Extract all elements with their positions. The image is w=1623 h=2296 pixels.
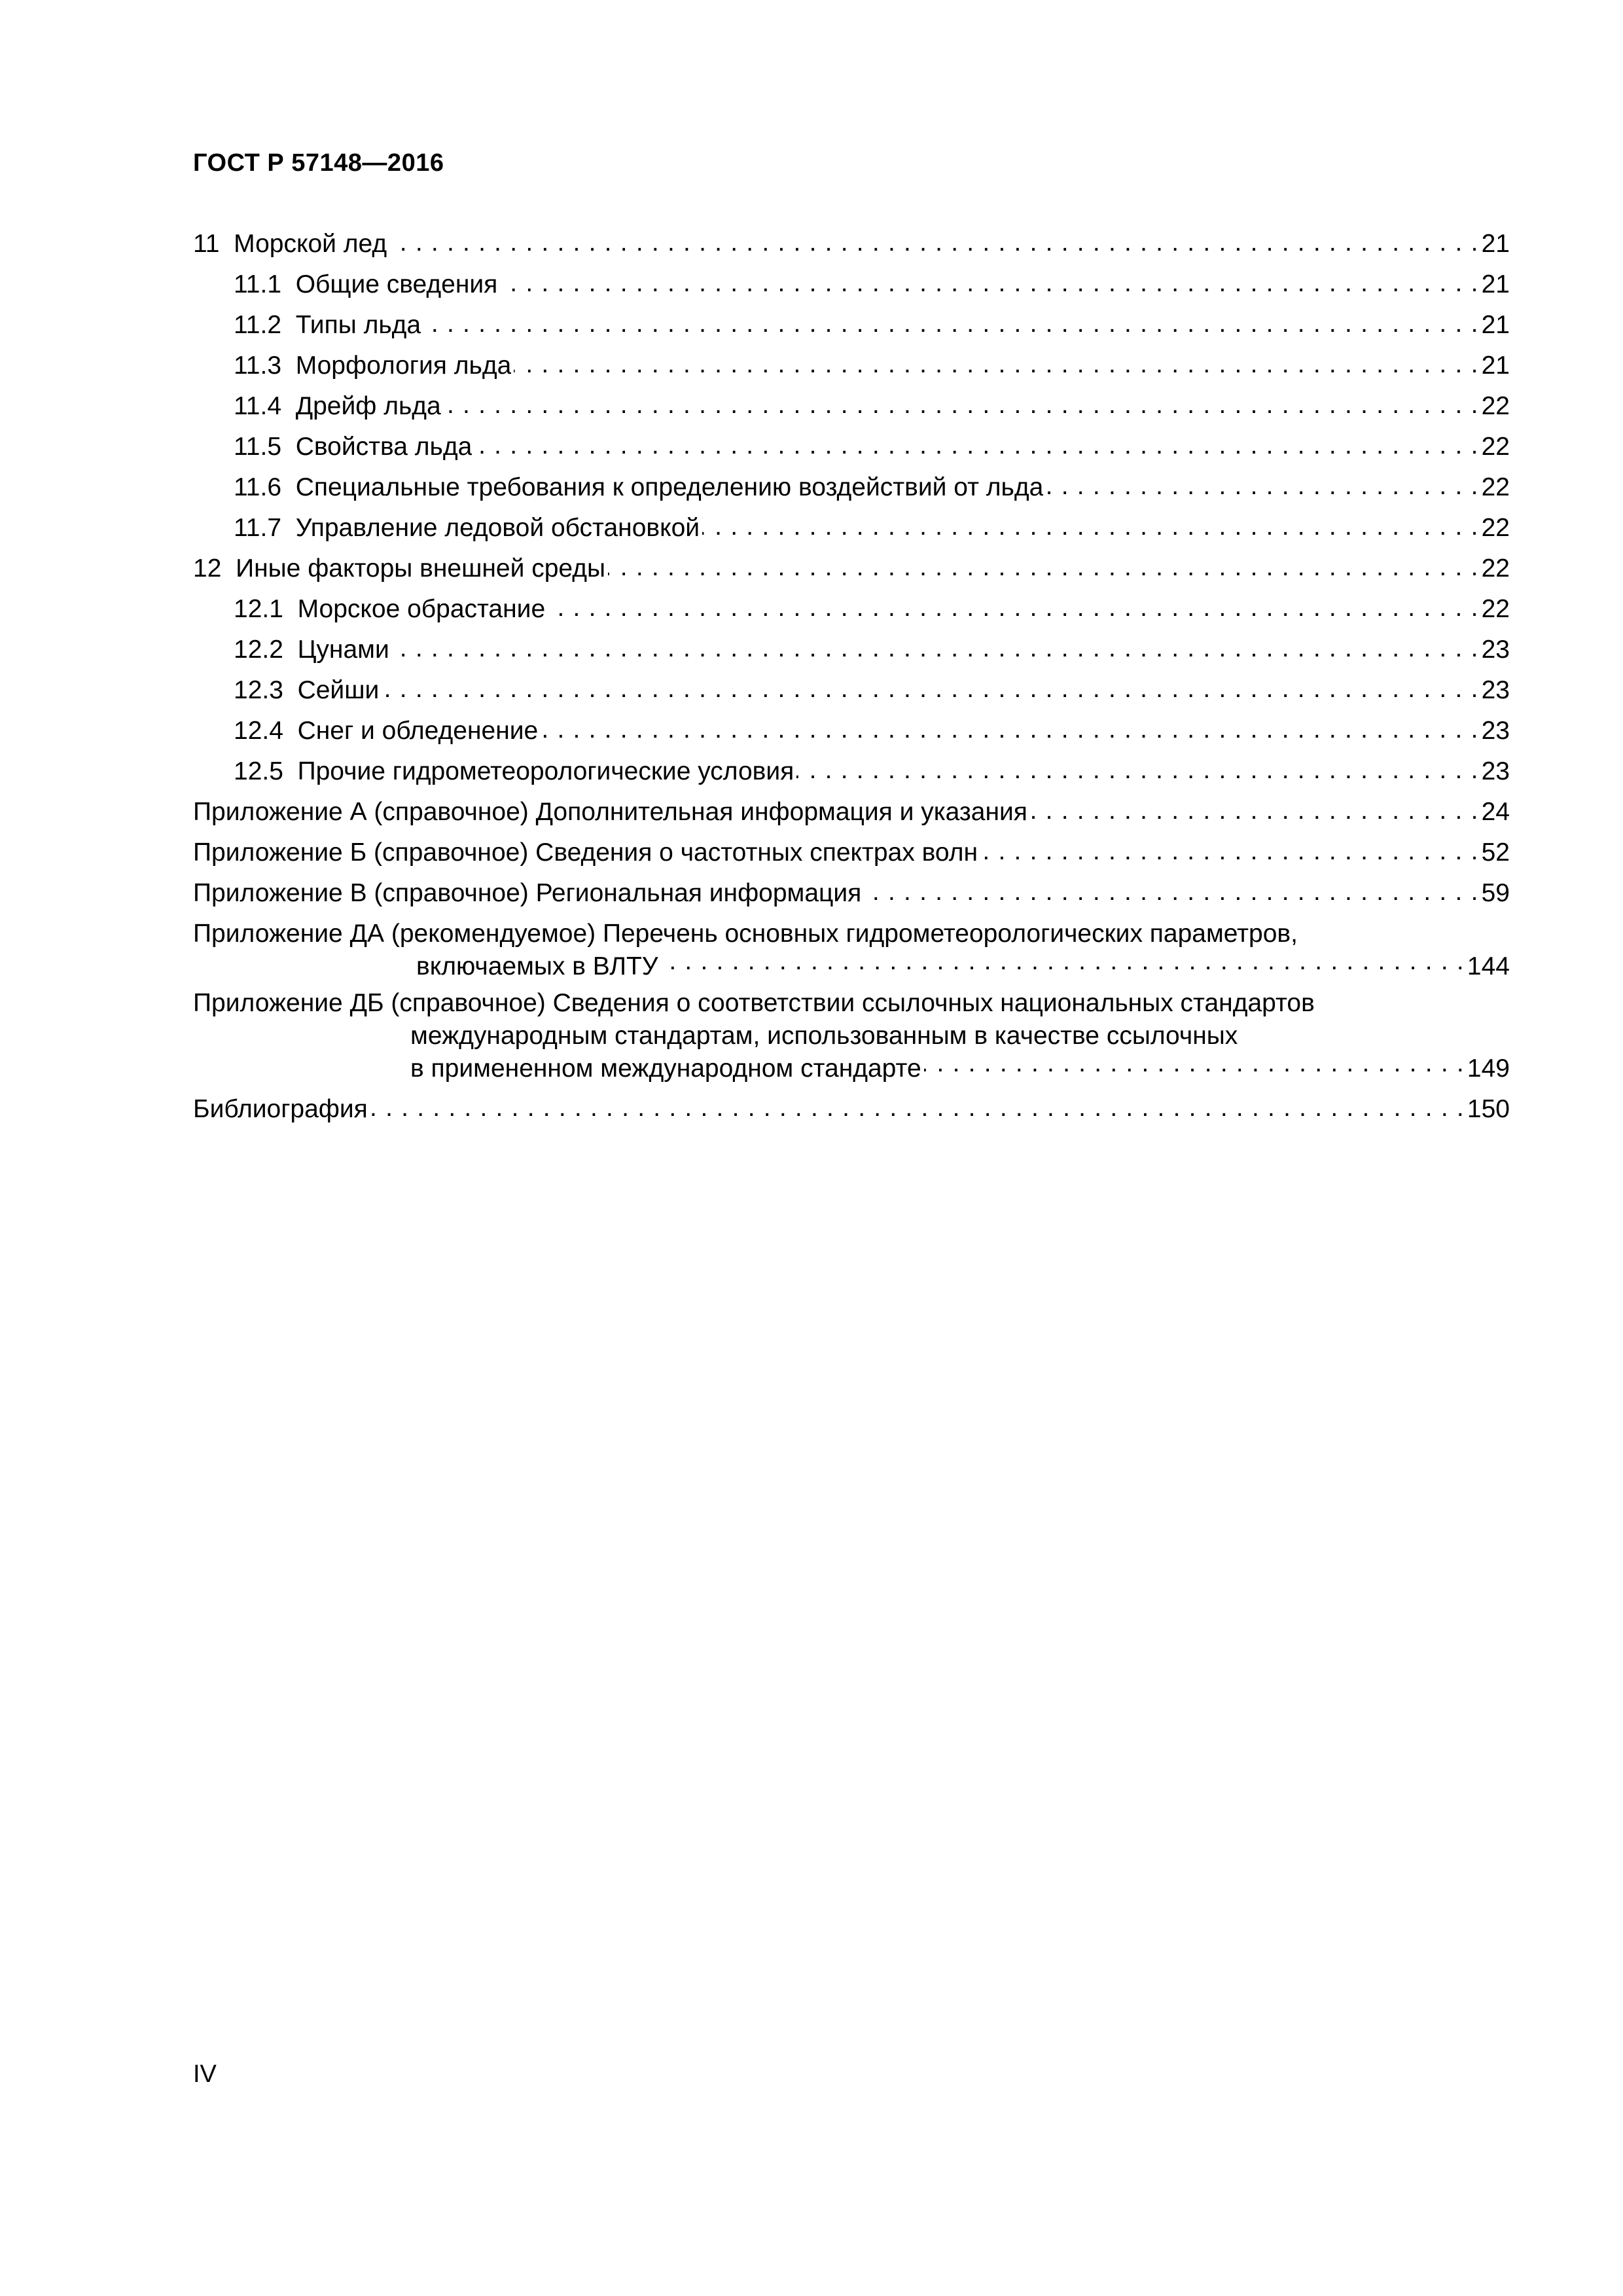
toc-entry-11-5[interactable] (193, 427, 1510, 467)
toc-entry-12-2[interactable] (193, 630, 1510, 670)
toc-entry-title: Приложение А (справочное) Дополнительная информация и указания (193, 798, 1027, 826)
toc-entry-number: 12.1 (234, 595, 283, 623)
toc-entry-12-5[interactable] (193, 751, 1510, 792)
toc-bibliography[interactable] (193, 1089, 1510, 1130)
toc-appendix-db[interactable] (193, 987, 1510, 1085)
toc-entry-number: 11.1 (234, 270, 282, 298)
toc-entry-number: 11.5 (234, 433, 282, 461)
dot-leader (541, 715, 1478, 739)
page-number: IV (193, 2060, 217, 2088)
dot-leader (444, 390, 1479, 414)
toc-entry-title: Библиография (193, 1095, 368, 1124)
toc-entry-title: Приложение ДБ (справочное) Сведения о соответствии ссылочных национальных стандартов (193, 989, 1315, 1018)
dot-leader (423, 309, 1479, 333)
dot-leader (864, 877, 1478, 901)
toc-entry-page: 144 (1467, 952, 1510, 981)
toc-entry-title: Иные факторы внешней среды (236, 554, 606, 583)
toc-entry-page: 23 (1481, 636, 1510, 664)
toc-entry-title: Свойства льда (295, 433, 473, 461)
toc-entry-title: Морской лед (234, 230, 387, 258)
toc-entry-number: 12 (193, 554, 222, 583)
dot-leader (661, 950, 1465, 975)
toc-entry-page: 21 (1481, 230, 1510, 258)
toc-entry-title: Морфология льда (295, 351, 512, 380)
toc-entry-title-continued: в примененном международном стандарте (410, 1054, 921, 1083)
toc-entry-number: 11 (193, 230, 220, 258)
table-of-contents (193, 224, 1510, 1130)
dot-leader (1046, 471, 1478, 495)
dot-leader (980, 836, 1479, 861)
toc-entry-title: Приложение ДА (рекомендуемое) Перечень основных гидрометеорологических параметров, (193, 920, 1298, 948)
toc-appendix-a[interactable] (193, 792, 1510, 833)
toc-entry-number: 11.3 (234, 351, 282, 380)
toc-entry-page: 59 (1481, 879, 1510, 907)
toc-entry-number: 11.6 (234, 473, 282, 501)
toc-entry-page: 22 (1481, 433, 1510, 461)
toc-entry-page: 22 (1481, 554, 1510, 583)
dot-leader (796, 755, 1478, 780)
toc-entry-title: Типы льда (295, 311, 421, 339)
dot-leader (514, 350, 1478, 374)
toc-entry-number: 11.4 (234, 392, 282, 420)
toc-entry-title: Сейши (297, 676, 380, 704)
dot-leader (474, 431, 1478, 455)
dot-leader (382, 674, 1478, 698)
dot-leader (924, 1052, 1465, 1077)
toc-entry-title: Управление ледовой обстановкой (295, 514, 700, 542)
toc-entry-page: 23 (1481, 717, 1510, 745)
toc-appendix-v[interactable] (193, 873, 1510, 914)
toc-entry-title: Морское обрастание (297, 595, 546, 623)
dot-leader (608, 552, 1479, 577)
dot-leader (548, 593, 1478, 617)
toc-entry-11-7[interactable] (193, 508, 1510, 548)
toc-entry-page: 149 (1467, 1054, 1510, 1083)
toc-entry-page: 21 (1481, 270, 1510, 298)
toc-entry-number: 11.2 (234, 311, 282, 339)
toc-entry-title: Дрейф льда (295, 392, 441, 420)
toc-entry-page: 22 (1481, 392, 1510, 420)
document-code: ГОСТ Р 57148—2016 (193, 149, 444, 177)
toc-entry-title: Цунами (297, 636, 389, 664)
toc-entry-11-1[interactable] (193, 264, 1510, 305)
dot-leader (702, 512, 1479, 536)
toc-entry-number: 12.5 (234, 757, 283, 785)
dot-leader (500, 268, 1478, 293)
toc-entry-page: 52 (1481, 838, 1510, 867)
toc-entry-title-continued: включаемых в ВЛТУ (416, 952, 658, 981)
toc-entry-11-2[interactable] (193, 305, 1510, 346)
toc-entry-page: 21 (1481, 351, 1510, 380)
toc-entry-number: 11.7 (234, 514, 282, 542)
toc-entry-title: Специальные требования к определению воздействий от льда (295, 473, 1044, 501)
toc-entry-page: 22 (1481, 595, 1510, 623)
dot-leader (389, 228, 1478, 252)
toc-entry-title: Приложение В (справочное) Региональная информация (193, 879, 862, 907)
toc-entry-page: 21 (1481, 311, 1510, 339)
toc-entry-11-3[interactable] (193, 346, 1510, 386)
toc-entry-11-4[interactable] (193, 386, 1510, 427)
toc-entry-12-1[interactable] (193, 589, 1510, 630)
toc-entry-12-3[interactable] (193, 670, 1510, 711)
toc-entry-title: Приложение Б (справочное) Сведения о частотных спектрах волн (193, 838, 978, 867)
toc-entry-page: 22 (1481, 514, 1510, 542)
toc-appendix-b[interactable] (193, 833, 1510, 873)
dot-leader (1030, 796, 1479, 820)
toc-appendix-da[interactable] (193, 918, 1510, 983)
toc-entry-page: 23 (1481, 757, 1510, 785)
toc-entry-12[interactable] (193, 548, 1510, 589)
toc-entry-11-6[interactable] (193, 467, 1510, 508)
toc-entry-12-4[interactable] (193, 711, 1510, 751)
dot-leader (370, 1093, 1465, 1117)
toc-entry-page: 23 (1481, 676, 1510, 704)
toc-entry-title: Прочие гидрометеорологические условия (297, 757, 794, 785)
toc-entry-number: 12.2 (234, 636, 283, 664)
toc-entry-page: 24 (1481, 798, 1510, 826)
toc-entry-page: 150 (1467, 1095, 1510, 1124)
dot-leader (392, 634, 1479, 658)
toc-entry-title: Снег и обледенение (297, 717, 539, 745)
toc-entry-title-continued: международным стандартам, использованным в качестве ссылочных (410, 1022, 1238, 1050)
toc-entry-number: 12.3 (234, 676, 283, 704)
toc-entry-page: 22 (1481, 473, 1510, 501)
toc-entry-11[interactable] (193, 224, 1510, 264)
toc-entry-number: 12.4 (234, 717, 283, 745)
toc-entry-title: Общие сведения (295, 270, 498, 298)
